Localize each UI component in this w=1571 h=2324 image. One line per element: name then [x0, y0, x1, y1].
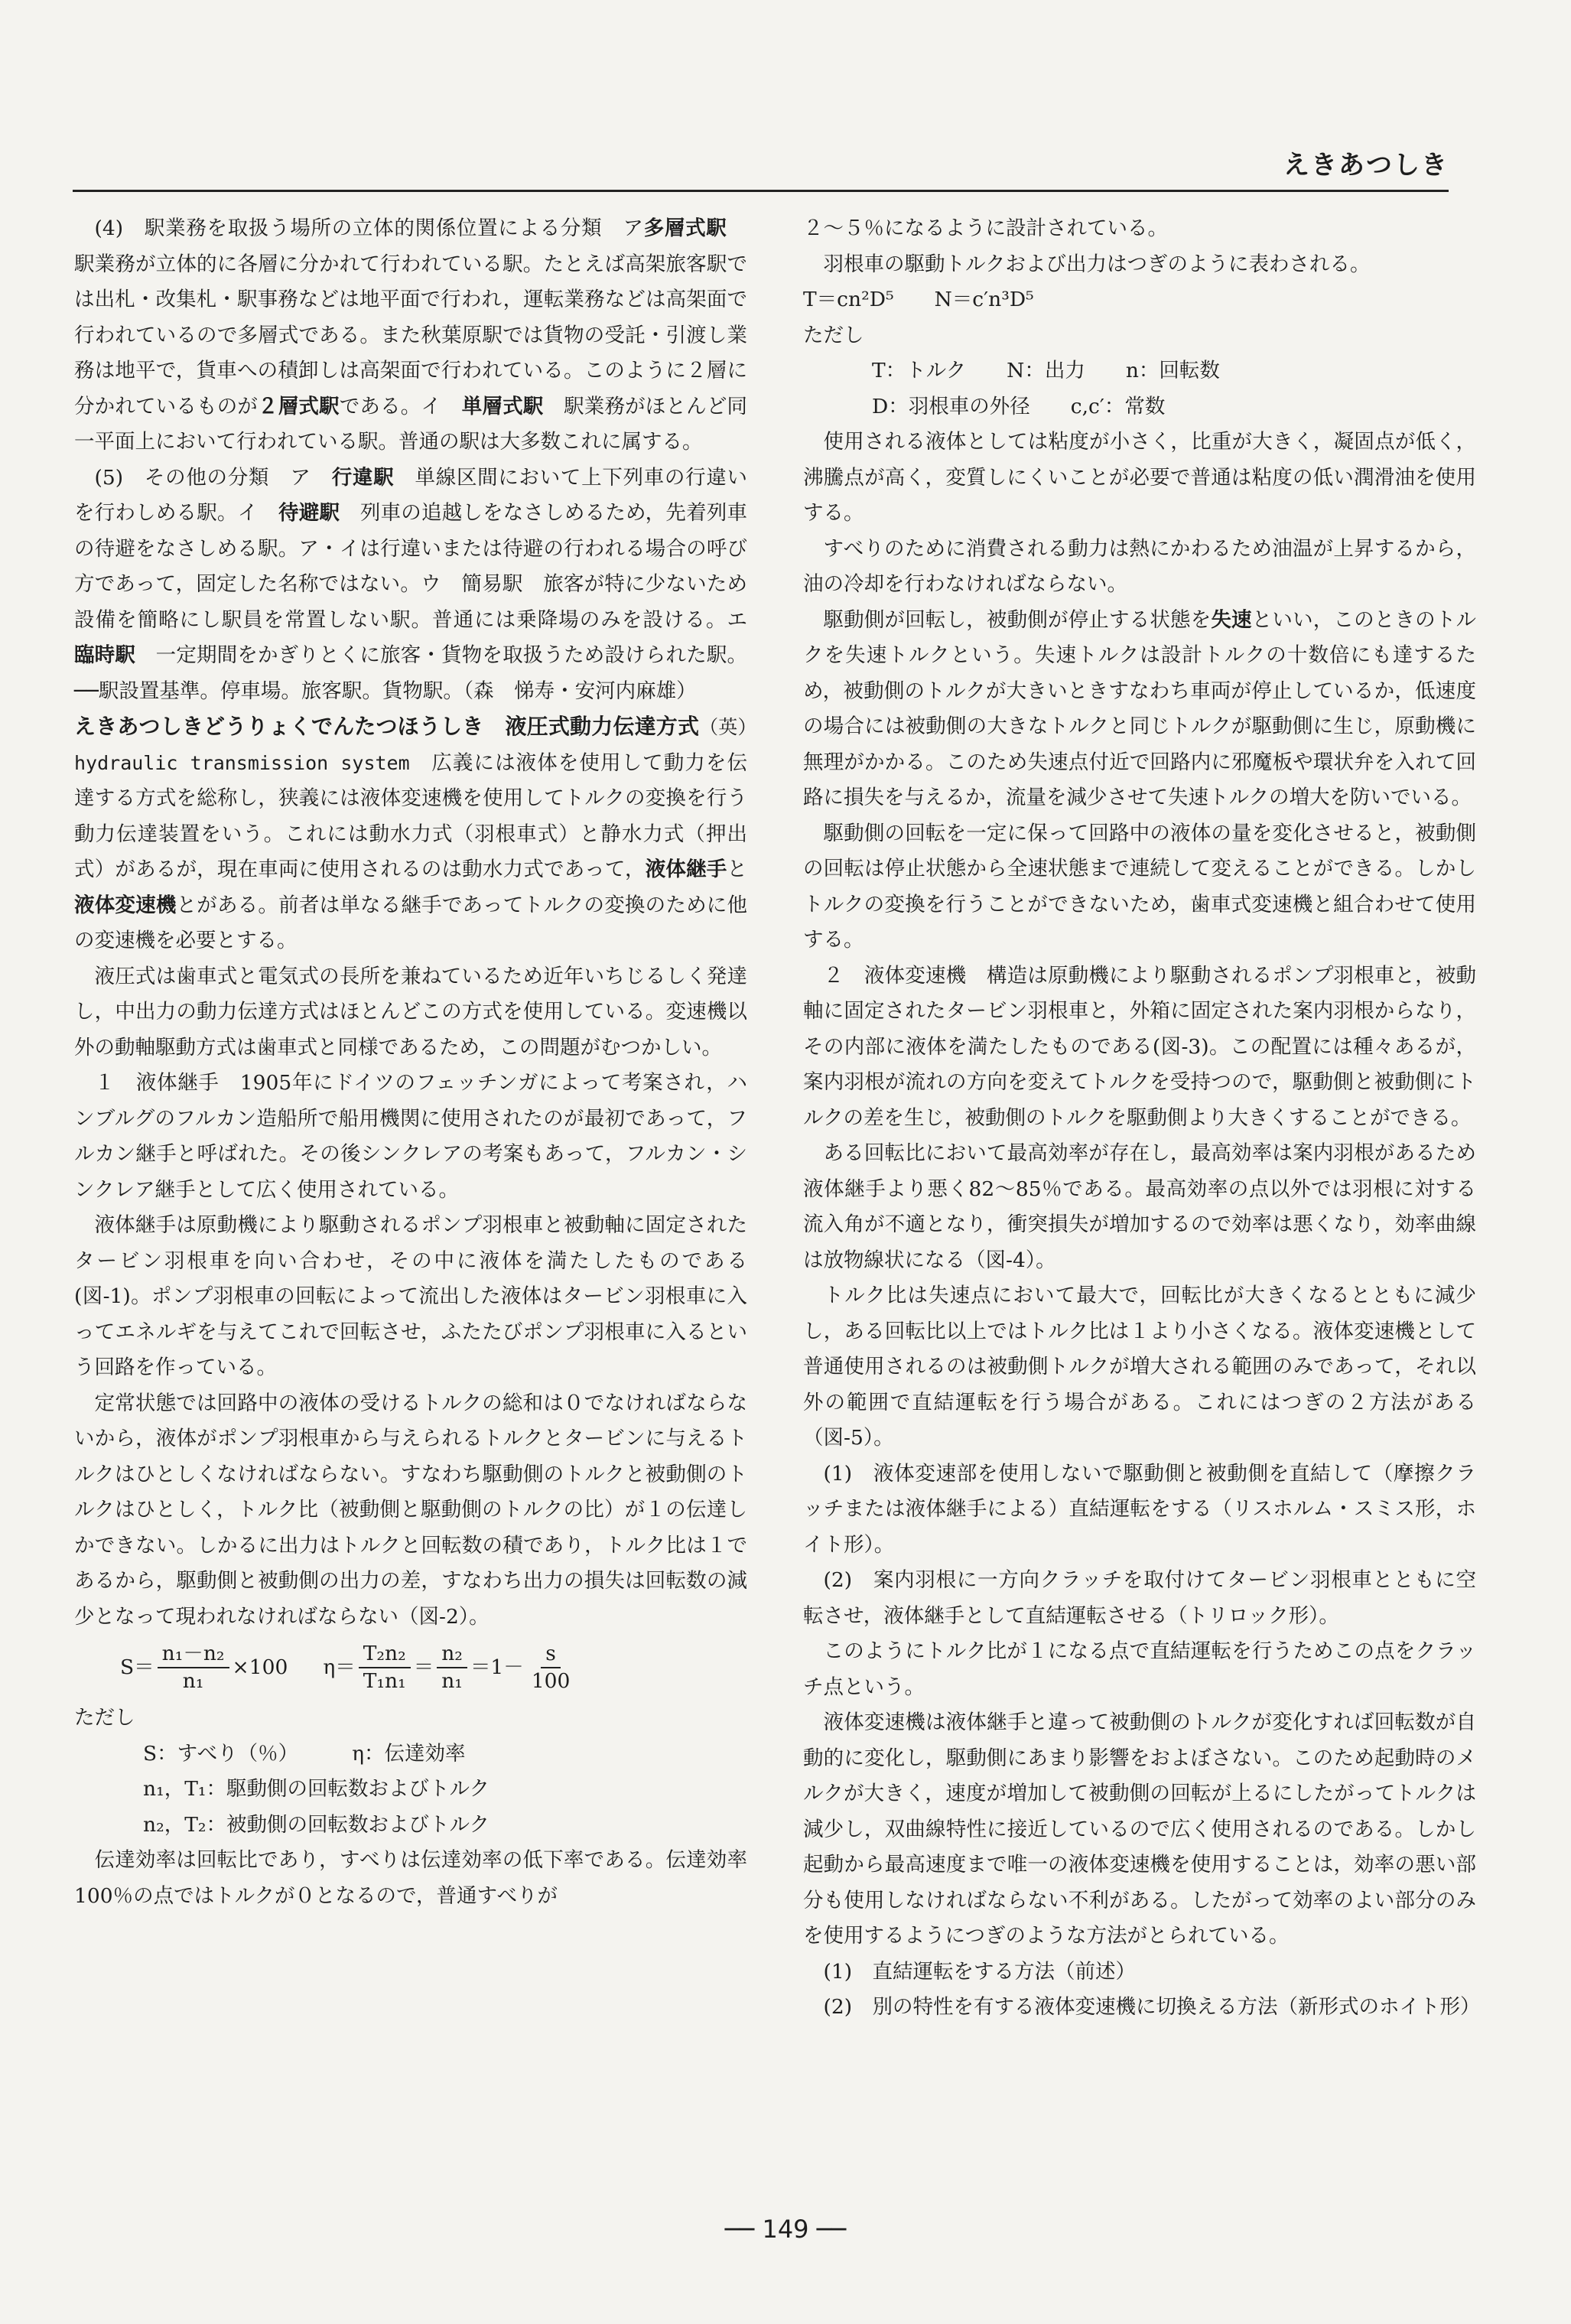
paragraph-stall: 駆動側が回転し，被動側が停止する状態を失速といい，このときのトルクを失速トルクという。失速トルクは設計トルクの十数倍にも達するため，被動側のトルクが大きいときすなわち車両が停止しているか，低速度の場合には被動側の大きなトルクと同じトルクが駆動側に生じ，原動機に無理がかかる。このため失速点付近で回路内に邪魔板や環状弁を入れて回路に損失を与えるか，流量を減少させて失速トルクの増大を防いでいる。 [803, 607, 1477, 809]
paragraph-classification-4: (4) 駅業務を取扱う場所の立体的関係位置による分類 ア多層式駅 駅業務が立体的に各層に分かれて行われている駅。たとえば高架旅客駅では出札・改集札・駅事務などは地平面で行われ，運転業務などは高架面で行われているので多層式である。また秋葉原駅では貨物の受託・引渡し業務は地平で，貨車への積卸しは高架面で行われている。このように２層に分かれているものが２層式駅である。イ 単層式駅 駅業務がほとんど同一平面上において行われている駅。普通の駅は大多数これに属する。 [74, 216, 747, 454]
paragraph: 液体変速機は液体継手と違って被動側のトルクが変化すれば回転数が自動的に変化し，駆動側にあまり影響をおよぼさない。このため起動時のメルクが大きく，速度が増加して被動側の回転が上るにしたがってトルクは減少し，双曲線特性に接近しているので広く使用されるのである。しかし起動から最高速度まで唯一の液体変速機を使用することは，効率の悪い部分も使用しなければならない不利がある。したがって効率のよい部分のみを使用するようにつぎのような方法がとられている。 [803, 1710, 1476, 1948]
definition-list [143, 1736, 747, 1844]
paragraph: 伝達効率は回転比であり，すべりは伝達効率の低下率である。伝達効率100％の点ではトルクが０となるので，普通すべりが [74, 1848, 747, 1908]
paragraph: ２～５％になるように設計されている。 [803, 216, 1168, 240]
definition-row: D：羽根車の外径 c,c′：常数 [872, 394, 1166, 418]
page-number: ── 149 ── [724, 2215, 847, 2244]
right-column [803, 211, 1481, 2026]
formula-efficiency: η＝ $\frac{\text{T₂n₂}}{\text{T₁n₁}}$ ＝ $\frac{\text{n₂}}{\text{n₁}}$ ＝1－ $\frac{s}{100}$ [323, 1642, 571, 1693]
list-item: (1) 直結運転をする方法（前述） [823, 1959, 1137, 1984]
dictionary-entry: えきあつしきどうりょくでんたつほうしき 液圧式動力伝達方式（英）hydraulic transmission system 広義には液体を使用して動力を伝達する方式を総称し，狭義には液体変速機を使用してトルクの変換を行う動力伝達装置をいう。これには動水力式（羽根車式）と静水力式（押出式）があるが，現在車両に使用されるのは動水力式であって，液体継手と液体変速機とがある。前者は単なる継手であってトルクの変換のために他の変速機を必要とする。 [74, 714, 748, 952]
definition-list [872, 353, 1476, 425]
header-rule [73, 190, 1449, 192]
definition-row: n₁，T₁：駆動側の回転数およびトルク [143, 1777, 490, 1801]
paragraph: 液体継手は原動機により駆動されるポンプ羽根車と被動軸に固定されたタービン羽根車を向い合わせ，その中に液体を満たしたものである(図-1)。ポンプ羽根車の回転によって流出した液体はタービン羽根車に入ってエネルギを与えてこれで回転させ，ふたたびポンプ羽根車に入るという回路を作っている。 [74, 1213, 747, 1379]
tadashi-label: ただし [803, 323, 864, 347]
formula-torque-power: T＝cn²D⁵ N＝c′n³D⁵ [803, 288, 1034, 311]
paragraph-classification-5: (5) その他の分類 ア 行違駅 単線区間において上下列車の行違いを行わしめる駅。イ 待避駅 列車の追越しをなさしめるため，先着列車の待避をなさしめる駅。ア・イは行違いまたは待避の行われる場合の呼び方であって，固定した名称ではない。ウ 簡易駅 旅客が特に少ないため設備を簡略にし駅員を常置しない駅。普通には乗降場のみを設ける。エ 臨時駅 一定期間をかぎりとくに旅客・貨物を取扱うため設けられた駅。──駅設置基準。停車場。旅客駅。貨物駅。（森 悌寿・安河内麻雄） [74, 465, 768, 703]
paragraph-fluid-coupling: １ 液体継手 1905年にドイツのフェッチンガによって考案され，ハンブルグのフルカン造船所で船用機関に使用されたのが最初であって，フルカン継手と呼ばれた。その後シンクレアの考案もあって，フルカン・シンクレア継手として広く使用されている。 [74, 1071, 747, 1202]
paragraph: 駆動側の回転を一定に保って回路中の液体の量を変化させると，被動側の回転は停止状態から全速状態まで連続して変えることができる。しかしトルクの変換を行うことができないため，歯車式変速機と組合わせて使用する。 [803, 821, 1476, 952]
paragraph-torque-converter: ２ 液体変速機 構造は原動機により駆動されるポンプ羽根車と，被動軸に固定されたタービン羽根車と，外箱に固定された案内羽根からなり，その内部に液体を満たしたものである(図-3)。この配置には種々あるが，案内羽根が流れの方向を変えてトルクを受持つので，駆動側と被動側にトルクの差を生じ，被動側のトルクを駆動側より大きくすることができる。 [803, 963, 1476, 1130]
paragraph: すべりのために消費される動力は熱にかわるため油温が上昇するから，油の冷却を行わなければならない。 [803, 536, 1476, 596]
paragraph: 使用される液体としては粘度が小さく，比重が大きく，凝固点が低く，沸騰点が高く，変質しにくいことが必要で普通は粘度の低い潤滑油を使用する。 [803, 430, 1476, 525]
definition-row: n₂，T₂：被動側の回転数およびトルク [143, 1812, 490, 1837]
entry-headword: えきあつしきどうりょくでんたつほうしき 液圧式動力伝達方式 [74, 714, 700, 739]
paragraph: 液圧式は歯車式と電気式の長所を兼ねているため近年いちじるしく発達し，中出力の動力伝達方式はほとんどこの方式を使用している。変速機以外の動軸駆動方式は歯車式と同様であるため，この問題がむつかしい。 [74, 964, 747, 1059]
list-item: (2) 案内羽根に一方向クラッチを取付けてタービン羽根車とともに空転させ，液体継手として直結運転させる（トリロック形）。 [803, 1568, 1476, 1628]
list-item: (2) 別の特性を有する液体変速機に切換える方法（新形式のホイト形） [823, 1995, 1481, 2019]
entry-english: （英）hydraulic transmission system [74, 716, 747, 774]
definition-row: T：トルク N：出力 n：回転数 [872, 359, 1220, 382]
paragraph: ある回転比において最高効率が存在し，最高効率は案内羽根があるため液体継手より悪く82～85％である。最高効率の点以外では羽根に対する流入角が不適となり，衝突損失が増加するので効率は悪くなり，効率曲線は放物線状になる（図-4）。 [803, 1141, 1476, 1272]
formula-slip: S＝ $\frac{\text{n₁－n₂}}{\text{n₁}}$ ×100 [120, 1642, 288, 1693]
definition-row: S：すべり（％） η：伝達効率 [143, 1741, 466, 1766]
formula-block [120, 1641, 747, 1694]
paragraph: トルク比は失速点において最大で，回転比が大きくなるとともに減少し，ある回転比以上ではトルク比は１より小さくなる。液体変速機として普通使用されるのは被動側トルクが増大される範囲のみであって，それ以外の範囲で直結運転を行う場合がある。これにはつぎの２方法がある（図-5）。 [803, 1284, 1476, 1450]
tadashi-label: ただし [74, 1706, 135, 1730]
paragraph: 定常状態では回路中の液体の受けるトルクの総和は０でなければならないから，液体がポンプ羽根車から与えられるトルクとタービンに与えるトルクはひとしくなければならない。すなわち駆動側のトルクと被動側のトルクはひとしく，トルク比（被動側と駆動側のトルクの比）が１の伝達しかできない。しかるに出力はトルクと回転数の積であり，トルク比は１であるから，駆動側と被動側の出力の差，すなわち出力の損失は回転数の減少となって現われなければならない（図-2）。 [74, 1391, 747, 1629]
running-header: えきあつしき [1283, 150, 1449, 181]
paragraph: 羽根車の駆動トルクおよび出力はつぎのように表わされる。 [823, 252, 1371, 276]
left-column [74, 211, 768, 1914]
list-item: (1) 液体変速部を使用しないで駆動側と被動側を直結して（摩擦クラッチまたは液体継手による）直結運転をする（リスホルム・スミス形，ホイト形）。 [803, 1461, 1476, 1557]
paragraph: このようにトルク比が１になる点で直結運転を行うためこの点をクラッチ点という。 [803, 1639, 1476, 1699]
